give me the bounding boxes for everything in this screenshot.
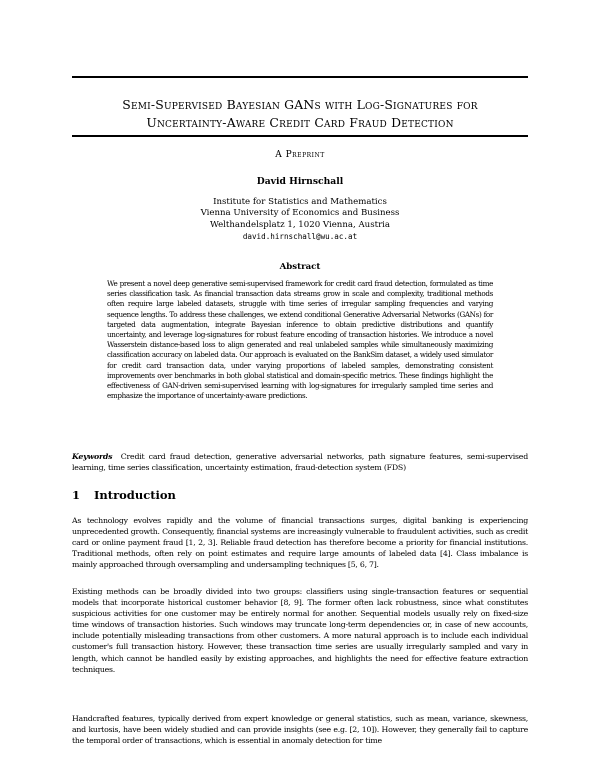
body-paragraph-3: Handcrafted features, typically derived from expert knowledge or general statistics, such as mean, variance, skewness, and kurtosis, have been widely studied and can provide insights (see e.g. [2, 10]). However, they generally fail to capture the temporal order of transactions, which is essential in anomaly detection for time	[72, 714, 528, 746]
section-number: 1	[72, 488, 81, 502]
body-paragraph-1: As technology evolves rapidly and the volume of financial transactions surges, digital banking is experiencing unprecedented growth. Consequently, financial systems are increasingly vulnerable to fraudulent activities, such as credit card or online payment fraud [1, 2, 3]. Reliable fraud detection has therefore become a priority for financial institutions. Traditional methods, often rely on point estimates and require large amounts of labeled data [4]. Class imbalance is mainly approached through oversampling and undersampling techniques [5, 6, 7].	[72, 516, 528, 570]
title-top-rule	[72, 76, 528, 78]
affiliation-institute: Institute for Statistics and Mathematics	[213, 197, 387, 207]
affiliation-university: Vienna University of Economics and Business	[200, 208, 400, 219]
author-email[interactable]: david.hirnschall@wu.ac.at	[242, 231, 358, 241]
preprint-label: A Preprint	[275, 150, 325, 160]
title-line-2: Uncertainty-Aware Credit Card Fraud Detection	[146, 115, 454, 130]
affiliation-address: Welthandelsplatz 1, 1020 Vienna, Austria	[209, 219, 391, 230]
author-name: David Hirnschall	[256, 176, 344, 187]
paper-title	[72, 96, 528, 132]
abstract-text: We present a novel deep generative semi-supervised framework for credit card fraud detection, formulated as time series classification task. As financial transaction data streams grow in scale and complexity, traditional methods often require large labeled datasets, struggle with time series of irregular sampling frequencies and varying sequence lengths. To address these challenges, we extend conditional Generative Adversarial Networks (GANs) for targeted data augmentation, integrate Bayesian inference to obtain predictive distributions and quantify uncertainty, and leverage log-signatures for robust feature encoding of transaction histories. We introduce a novel Wasserstein distance-based loss to align generated and real unlabeled samples while simultaneously maximizing classification accuracy on labeled data. Our approach is evaluated on the BankSim dataset, a widely used simulator for credit card transaction data, under varying proportions of labeled samples, demonstrating consistent improvements over benchmarks in both global statistical and domain-specific metrics. These findings highlight the effectiveness of GAN-driven semi-supervised learning with log-signatures for irregularly sampled time series and emphasize the importance of uncertainty-aware predictions.	[107, 279, 493, 401]
keywords-label: Keywords	[72, 452, 113, 461]
keywords	[72, 451, 528, 473]
title-line-1: Semi-Supervised Bayesian GANs with Log-Signatures for	[122, 97, 478, 112]
author-affiliation	[72, 197, 528, 242]
body-paragraph-2: Existing methods can be broadly divided into two groups: classifiers using single-transaction features or sequential models that incorporate historical customer behavior [8, 9]. The former often lack robustness, since what constitutes suspicious activities for one customer may be entirely normal for another. Sequential models usually rely on fixed-size time windows of transaction histories. Such windows may truncate long-term dependencies or, in case of new accounts, include potentially misleading transactions from other customers. A more natural approach is to include each individual customer's full transaction history. However, these transaction time series are usually irregularly sampled and vary in length, which cannot be handled easily by existing approaches, and highlights the need for effective feature extraction techniques.	[72, 587, 528, 674]
section-title: Introduction	[94, 488, 176, 502]
abstract-heading: Abstract	[279, 262, 321, 272]
title-bottom-rule	[72, 135, 528, 137]
section-heading	[72, 488, 528, 502]
keywords-text: Credit card fraud detection, generative adversarial networks, path signature features, semi-supervised learning, time series classification, uncertainty estimation, fraud-detection system (FDS)	[72, 452, 529, 473]
